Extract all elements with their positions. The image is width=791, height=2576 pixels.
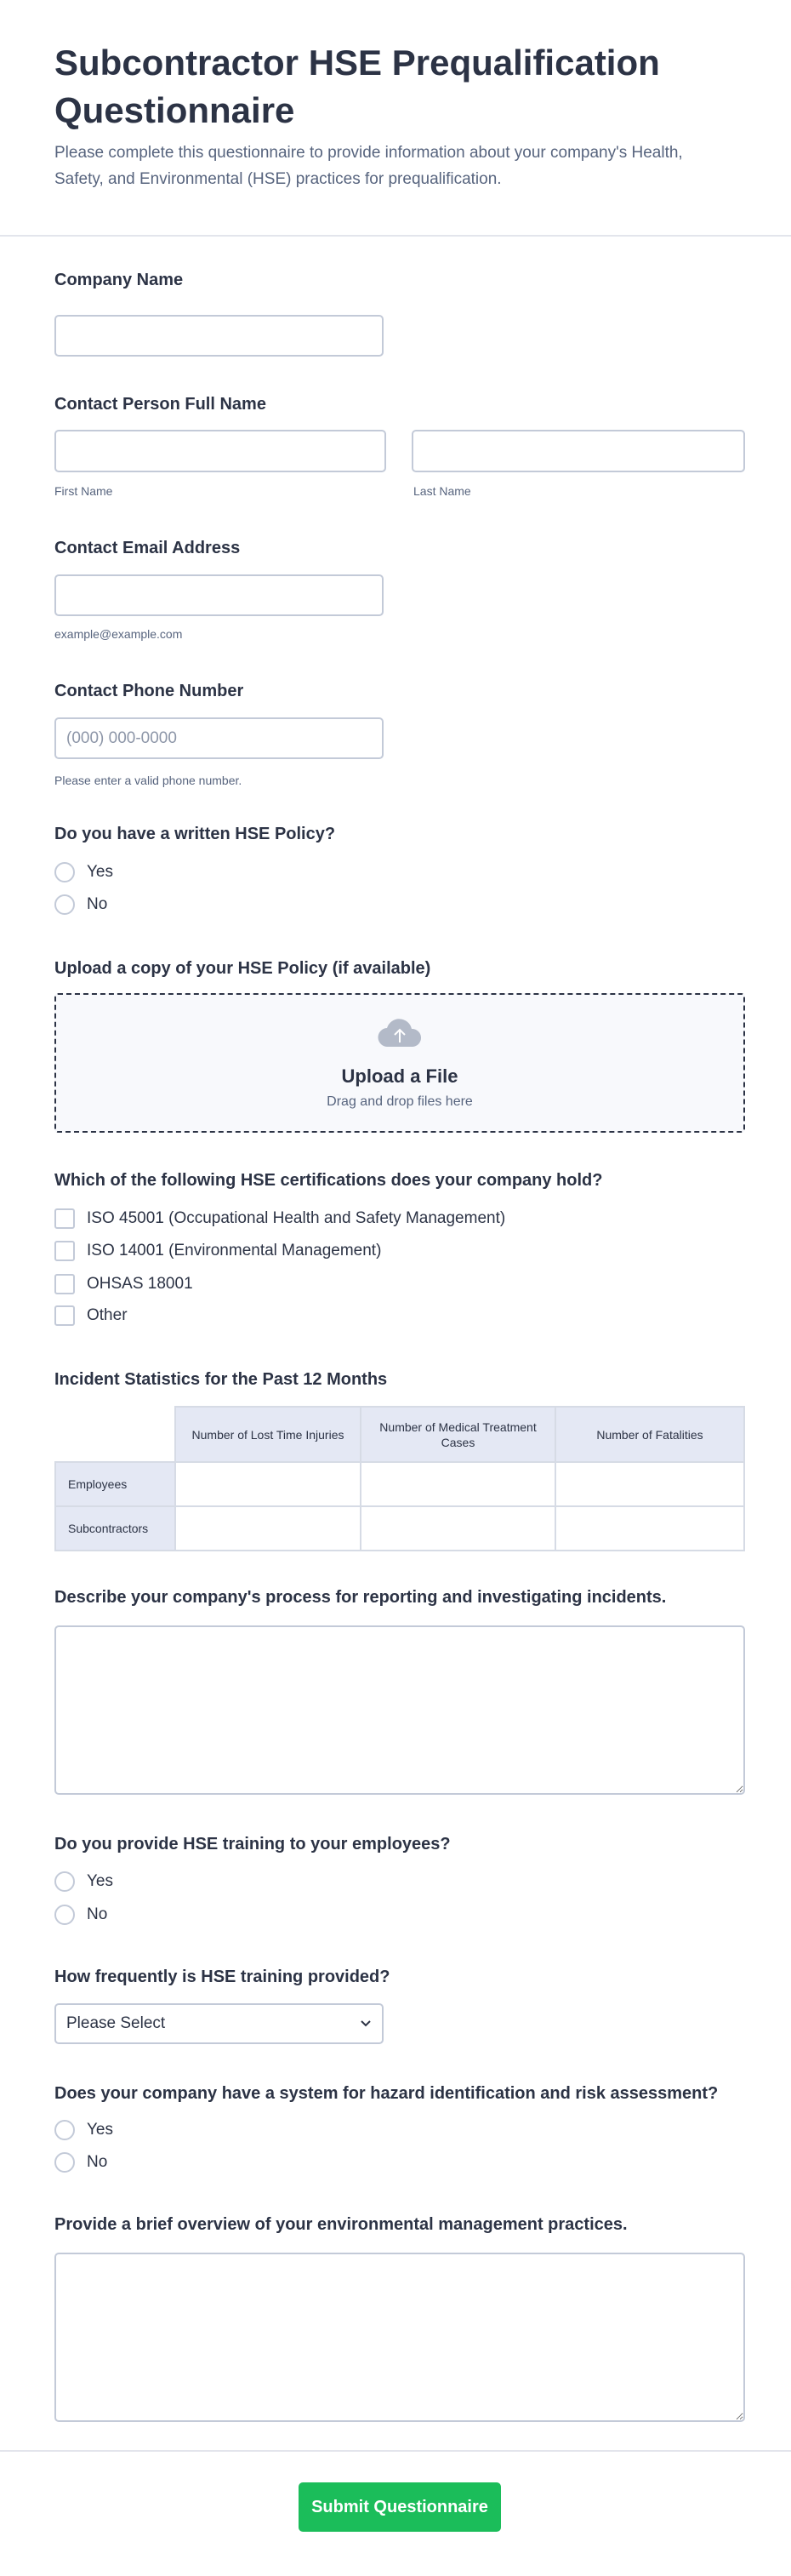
- email-label: Contact Email Address: [54, 539, 241, 557]
- email-input[interactable]: [54, 574, 384, 616]
- radio-button[interactable]: [54, 2120, 75, 2140]
- radio-button[interactable]: [54, 1905, 75, 1925]
- option-label: Yes: [87, 2121, 113, 2139]
- training-no[interactable]: [54, 1904, 107, 1926]
- header-divider: [0, 235, 791, 237]
- checkbox[interactable]: [54, 1305, 75, 1326]
- radio-button[interactable]: [54, 2152, 75, 2173]
- company-name-input[interactable]: [54, 315, 384, 357]
- radio-button[interactable]: [54, 862, 75, 882]
- file-upload-dropzone[interactable]: [54, 993, 745, 1133]
- phone-input[interactable]: [54, 717, 384, 759]
- certifications-label: Which of the following HSE certifications does your company hold?: [54, 1171, 603, 1190]
- submit-button[interactable]: Submit Questionnaire: [299, 2482, 501, 2532]
- hazard-yes[interactable]: [54, 2119, 113, 2141]
- cert-iso14001[interactable]: [54, 1240, 381, 1262]
- option-label: ISO 45001 (Occupational Health and Safety Management): [87, 1209, 506, 1227]
- option-label: Yes: [87, 863, 113, 881]
- hazard-no[interactable]: [54, 2151, 107, 2173]
- select-value: Please Select: [66, 2014, 166, 2032]
- company-name-label: Company Name: [54, 271, 184, 289]
- radio-button[interactable]: [54, 894, 75, 915]
- phone-label: Contact Phone Number: [54, 682, 244, 700]
- cloud-upload-icon: [378, 1019, 422, 1048]
- column-header: Number of Fatalities: [555, 1407, 744, 1462]
- hse-policy-yes[interactable]: [54, 861, 113, 883]
- training-label: Do you provide HSE training to your employees?: [54, 1835, 451, 1853]
- training-frequency-select[interactable]: [54, 2003, 384, 2044]
- incident-process-label: Describe your company's process for reporting and investigating incidents.: [54, 1588, 667, 1607]
- option-label: OHSAS 18001: [87, 1275, 193, 1293]
- row-header: Subcontractors: [55, 1506, 175, 1551]
- chevron-down-icon: [360, 2019, 372, 2028]
- option-label: No: [87, 895, 108, 913]
- environmental-textarea[interactable]: [54, 2253, 745, 2422]
- contact-name-label: Contact Person Full Name: [54, 395, 266, 414]
- last-name-input[interactable]: [412, 430, 745, 472]
- table-cell-input[interactable]: [361, 1462, 555, 1506]
- incident-process-textarea[interactable]: [54, 1625, 745, 1795]
- incident-stats-label: Incident Statistics for the Past 12 Months: [54, 1370, 388, 1389]
- table-cell-input[interactable]: [555, 1506, 744, 1551]
- hse-policy-no[interactable]: [54, 894, 107, 916]
- row-header: Employees: [55, 1462, 175, 1506]
- email-hint: example@example.com: [54, 627, 183, 641]
- radio-button[interactable]: [54, 1871, 75, 1892]
- option-label: ISO 14001 (Environmental Management): [87, 1242, 382, 1259]
- table-cell-input[interactable]: [175, 1506, 361, 1551]
- incident-stats-table: [54, 1406, 745, 1551]
- option-label: Yes: [87, 1872, 113, 1890]
- table-cell-input[interactable]: [555, 1462, 744, 1506]
- last-name-sublabel: Last Name: [413, 484, 471, 498]
- upload-hint: Drag and drop files here: [327, 1094, 473, 1109]
- cert-iso45001[interactable]: [54, 1208, 505, 1230]
- page-subtitle: Please complete this questionnaire to provide information about your company's Health, Safety, and Environmental (HSE) practices for prequalification.: [54, 144, 683, 188]
- table-cell-input[interactable]: [175, 1462, 361, 1506]
- page-title: Subcontractor HSE Prequalification Questionnaire: [54, 43, 660, 130]
- column-header: Number of Medical Treatment Cases: [361, 1407, 555, 1462]
- footer-divider: [0, 2450, 791, 2452]
- option-label: No: [87, 2153, 108, 2171]
- checkbox[interactable]: [54, 1208, 75, 1229]
- option-label: Other: [87, 1306, 128, 1324]
- training-yes[interactable]: [54, 1871, 113, 1893]
- column-header: Number of Lost Time Injuries: [175, 1407, 361, 1462]
- checkbox[interactable]: [54, 1274, 75, 1294]
- first-name-sublabel: First Name: [54, 484, 113, 498]
- hazard-label: Does your company have a system for hazard identification and risk assessment?: [54, 2084, 719, 2103]
- table-cell-input[interactable]: [361, 1506, 555, 1551]
- corner-cell: [55, 1407, 175, 1462]
- hse-policy-label: Do you have a written HSE Policy?: [54, 825, 336, 843]
- phone-hint: Please enter a valid phone number.: [54, 774, 242, 787]
- first-name-input[interactable]: [54, 430, 386, 472]
- environmental-label: Provide a brief overview of your environmental management practices.: [54, 2215, 628, 2234]
- cert-other[interactable]: [54, 1305, 128, 1327]
- table-row: [55, 1462, 744, 1506]
- cert-ohsas18001[interactable]: [54, 1273, 193, 1295]
- training-frequency-label: How frequently is HSE training provided?: [54, 1968, 390, 1986]
- option-label: No: [87, 1905, 108, 1923]
- checkbox[interactable]: [54, 1241, 75, 1261]
- table-row: [55, 1506, 744, 1551]
- upload-title: Upload a File: [341, 1065, 458, 1087]
- upload-label: Upload a copy of your HSE Policy (if available): [54, 959, 431, 978]
